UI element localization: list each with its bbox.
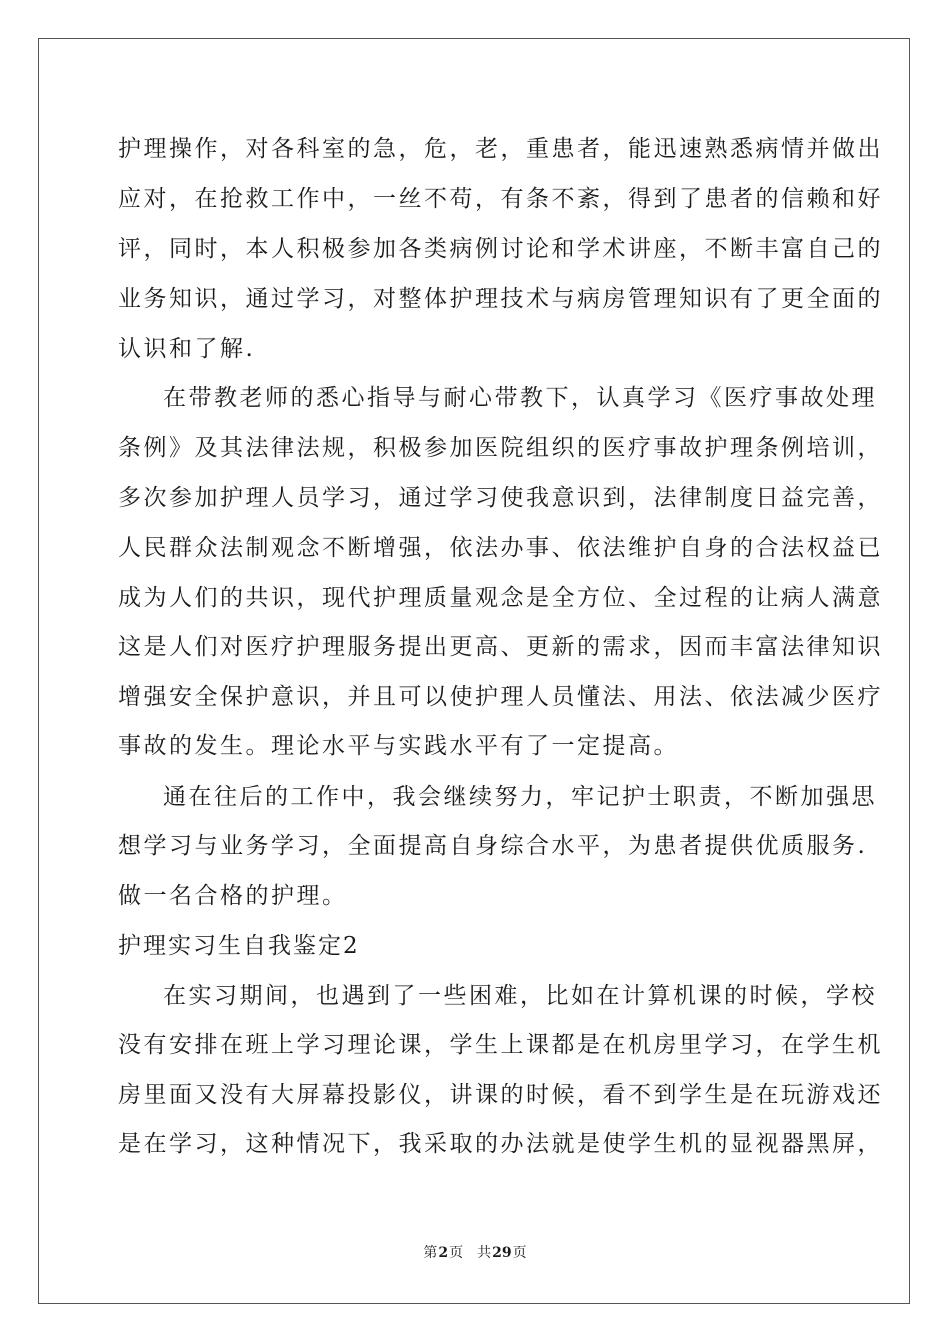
- text-line: 通在往后的工作中，我会继续努力，牢记护士职责，不断加强思: [163, 784, 877, 810]
- total-suffix: 页: [512, 1245, 527, 1261]
- text-line: 在实习期间，也遇到了一些困难，比如在计算机课的时候，学校: [163, 983, 877, 1009]
- section-heading: 护理实习生自我鉴定2: [118, 933, 360, 959]
- page-number: 2: [438, 1245, 449, 1261]
- text-line: 应对，在抢救工作中，一丝不苟，有条不紊，得到了患者的信赖和好: [118, 186, 883, 212]
- text-line: 多次参加护理人员学习，通过学习使我意识到，法律制度日益完善，: [118, 485, 883, 511]
- text-line: 没有安排在班上学习理论课，学生上课都是在机房里学习，在学生机: [118, 1032, 883, 1058]
- text-line: 条例》及其法律法规，积极参加医院组织的医疗事故护理条例培训，: [118, 435, 883, 461]
- text-line: 事故的发生。理论水平与实践水平有了一定提高。: [118, 733, 679, 759]
- text-line: 做一名合格的护理。: [118, 883, 348, 909]
- text-line: 在带教老师的悉心指导与耐心带教下，认真学习《医疗事故处理: [163, 385, 877, 411]
- text-line: 业务知识，通过学习，对整体护理技术与病房管理知识有了更全面的: [118, 286, 883, 312]
- text-line: 是在学习，这种情况下，我采取的办法就是使学生机的显视器黑屏，: [118, 1131, 883, 1157]
- text-line: 认识和了解.: [118, 336, 256, 362]
- text-line: 成为人们的共识，现代护理质量观念是全方位、全过程的让病人满意: [118, 585, 883, 611]
- page-footer: [0, 1243, 950, 1263]
- text-line: 房里面又没有大屏幕投影仪，讲课的时候，看不到学生是在玩游戏还: [118, 1082, 883, 1108]
- text-line: 想学习与业务学习，全面提高自身综合水平，为患者提供优质服务.: [118, 833, 868, 859]
- text-line: 人民群众法制观念不断增强，依法办事、依法维护自身的合法权益已: [118, 535, 883, 561]
- text-line: 护理操作，对各科室的急，危，老，重患者，能迅速熟悉病情并做出: [118, 136, 883, 162]
- text-line: 这是人们对医疗护理服务提出更高、更新的需求，因而丰富法律知识: [118, 634, 883, 660]
- total-pages: 29: [492, 1245, 512, 1261]
- text-line: 评，同时，本人积极参加各类病例讨论和学术讲座，不断丰富自己的: [118, 236, 883, 262]
- page-suffix: 页: [449, 1245, 464, 1261]
- text-line: 增强安全保护意识，并且可以使护理人员懂法、用法、依法减少医疗: [118, 684, 883, 710]
- page-prefix: 第: [423, 1245, 438, 1261]
- total-prefix: 共: [477, 1245, 492, 1261]
